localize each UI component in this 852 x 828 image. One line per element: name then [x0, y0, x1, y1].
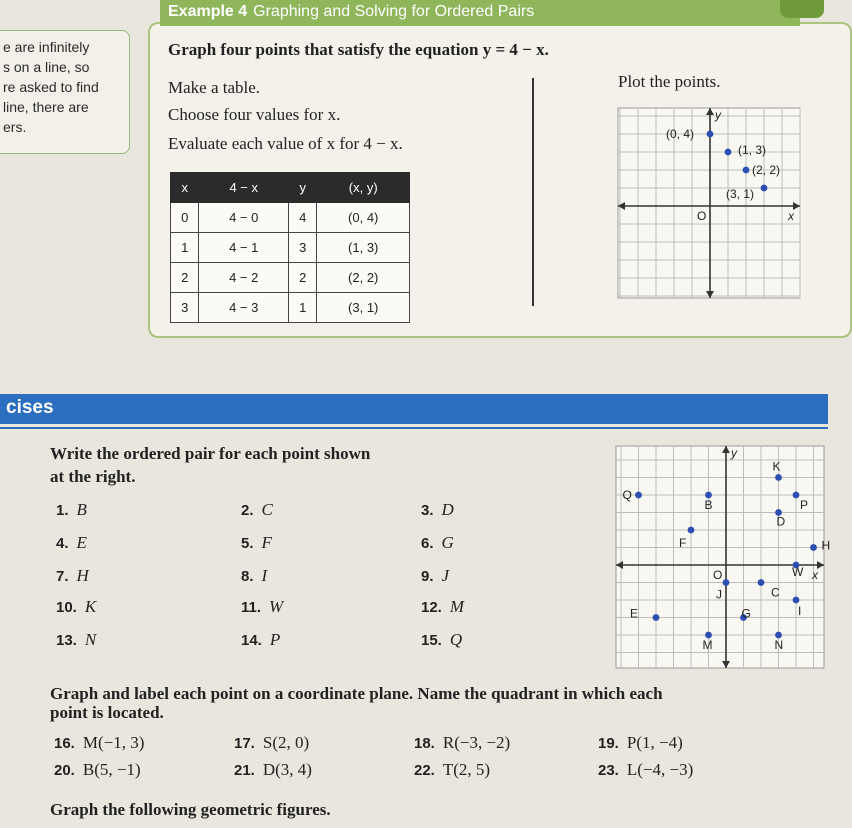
y-axis-label: y [731, 446, 737, 460]
point-label: B [704, 498, 713, 512]
point-label: K [772, 459, 781, 474]
table-header-row [171, 173, 410, 203]
point-label: E [630, 606, 639, 621]
exercise-text: H [76, 566, 89, 585]
table-cell: (1, 3) [317, 233, 410, 263]
table-cell: 4 − 2 [199, 263, 289, 293]
sidebar-line: s on a line, so [3, 59, 90, 75]
exercise-item [56, 597, 96, 617]
column-divider [532, 78, 534, 306]
exercise-item [241, 597, 283, 617]
exercise-text: K [84, 597, 97, 616]
example-label: Example 4 [168, 3, 248, 20]
plotted-point [761, 185, 768, 192]
exercise-instruction: Graph the following geometric figures. [50, 800, 331, 819]
exercise-number: 1. [56, 502, 69, 519]
exercise-instruction: at the right. [50, 467, 136, 486]
plotted-point [793, 597, 800, 604]
plotted-point [743, 167, 750, 174]
plotted-point [758, 579, 765, 586]
sidebar-line: re asked to find [3, 79, 99, 95]
point-label: N [774, 638, 784, 652]
table-cell: 4 − 3 [199, 293, 289, 323]
plotted-point [725, 149, 732, 156]
exercise-number: 8. [241, 568, 254, 585]
corner-tab-icon [780, 0, 824, 18]
y-axis-label: y [715, 108, 721, 122]
exercise-number: 4. [56, 535, 69, 552]
exercise-item [414, 733, 510, 753]
exercise-text: E [76, 533, 87, 552]
exercise-instruction: Write the ordered pair for each point shown [50, 444, 371, 463]
exercise-number: 3. [421, 502, 434, 519]
exercise-number: 20. [54, 762, 75, 779]
plotted-point [707, 131, 714, 138]
exercise-item [54, 733, 144, 753]
origin-label: O [713, 568, 723, 582]
example-table [170, 172, 410, 323]
exercise-item [234, 760, 312, 780]
table-cell: 4 [289, 203, 317, 233]
exercise-item [241, 500, 273, 520]
plotted-point [775, 474, 782, 481]
table-cell: 1 [171, 233, 199, 263]
table-header: 4 − x [199, 173, 289, 203]
exercise-instruction: Graph and label each point on a coordinate plane. Name the quadrant in which each [50, 684, 663, 703]
points-coordinate-graph [616, 446, 831, 668]
table-cell: 3 [289, 233, 317, 263]
exercise-text: F [261, 533, 272, 552]
point-label: (3, 1) [726, 187, 755, 201]
exercise-text: I [261, 566, 268, 585]
table-cell: 4 − 0 [199, 203, 289, 233]
table-row [171, 263, 410, 293]
exercise-number: 7. [56, 568, 69, 585]
table-cell: 3 [171, 293, 199, 323]
exercise-number: 2. [241, 502, 254, 519]
table-cell: (3, 1) [317, 293, 410, 323]
exercise-text: T(2, 5) [442, 760, 491, 779]
exercise-text: G [441, 533, 454, 552]
point-label: W [792, 565, 804, 579]
exercise-item [598, 760, 693, 780]
exercise-number: 21. [234, 762, 255, 779]
sidebar-line: line, there are [3, 99, 89, 115]
exercise-number: 22. [414, 762, 435, 779]
table-cell: 0 [171, 203, 199, 233]
sidebar-note [0, 30, 130, 154]
exercise-text: P [269, 630, 281, 649]
example-prompt: Graph four points that satisfy the equation y = 4 − x. [168, 40, 549, 59]
exercise-text: P(1, −4) [626, 733, 683, 752]
exercise-number: 6. [421, 535, 434, 552]
example-coordinate-graph [618, 108, 800, 298]
exercise-item [421, 533, 454, 553]
exercise-item [54, 760, 141, 780]
point-label: F [679, 536, 687, 550]
exercise-text: L(−4, −3) [626, 760, 694, 779]
x-axis-label: x [788, 209, 794, 223]
exercise-number: 14. [241, 632, 262, 649]
point-label: I [798, 604, 802, 618]
exercise-number: 17. [234, 735, 255, 752]
exercise-text: B(5, −1) [82, 760, 141, 779]
exercise-item [421, 500, 454, 520]
example-title [168, 3, 534, 21]
table-header: y [289, 173, 317, 203]
point-label: H [821, 538, 831, 553]
plotted-point [635, 492, 642, 499]
table-cell: 2 [171, 263, 199, 293]
plotted-point [723, 579, 730, 586]
exercise-text: M(−1, 3) [82, 733, 145, 752]
exercise-item [241, 630, 280, 650]
point-label: M [702, 638, 713, 652]
exercise-number: 12. [421, 599, 442, 616]
point-label: P [800, 498, 809, 512]
exercise-item [421, 566, 449, 586]
table-cell: (2, 2) [317, 263, 410, 293]
exercise-number: 11. [241, 599, 262, 616]
point-label: G [741, 606, 751, 621]
table-header: x [171, 173, 199, 203]
table-cell: 2 [289, 263, 317, 293]
exercises-bar [0, 394, 828, 424]
x-axis-label: x [812, 568, 818, 582]
exercise-text: M [449, 597, 465, 616]
plot-heading: Plot the points. [618, 72, 721, 91]
exercise-text: B [76, 500, 87, 519]
exercise-item [241, 566, 267, 586]
table-row [171, 293, 410, 323]
exercise-text: D [441, 500, 454, 519]
point-label: D [776, 514, 786, 529]
exercise-number: 10. [56, 599, 77, 616]
exercise-text: S(2, 0) [262, 733, 310, 752]
plotted-point [810, 544, 817, 551]
exercise-number: 16. [54, 735, 75, 752]
exercise-number: 18. [414, 735, 435, 752]
exercise-text: J [441, 566, 450, 585]
point-label: (2, 2) [752, 163, 781, 177]
exercise-number: 15. [421, 632, 442, 649]
example-step: Make a table. [168, 78, 261, 97]
exercise-text: R(−3, −2) [442, 733, 511, 752]
exercise-number: 23. [598, 762, 619, 779]
example-step: Choose four values for x. [168, 105, 341, 124]
exercise-item [56, 533, 87, 553]
plotted-point [793, 492, 800, 499]
exercise-text: C [261, 500, 273, 519]
sidebar-line: e are infinitely [3, 39, 90, 55]
table-cell: 1 [289, 293, 317, 323]
exercise-number: 9. [421, 568, 434, 585]
exercise-number: 5. [241, 535, 254, 552]
exercise-item [421, 630, 462, 650]
exercise-text: N [84, 630, 97, 649]
sidebar-line: ers. [3, 119, 27, 135]
exercise-text: Q [449, 630, 463, 649]
exercise-item [56, 566, 89, 586]
origin-label: O [697, 209, 707, 223]
point-label: J [716, 587, 722, 602]
exercise-text: D(3, 4) [262, 760, 312, 779]
table-row [171, 233, 410, 263]
exercise-text: W [269, 597, 284, 616]
table-row [171, 203, 410, 233]
exercises-heading: cises [6, 397, 54, 418]
exercise-item [241, 533, 272, 553]
exercises-rule [0, 427, 828, 429]
example-heading: Graphing and Solving for Ordered Pairs [253, 3, 535, 20]
exercise-item [234, 733, 309, 753]
point-label: Q [622, 488, 632, 502]
point-label: C [771, 585, 780, 600]
exercise-item [421, 597, 464, 617]
plotted-point [688, 527, 695, 534]
table-cell: (0, 4) [317, 203, 410, 233]
exercise-item [56, 630, 96, 650]
exercise-item [598, 733, 683, 753]
exercise-item [414, 760, 490, 780]
plotted-point [653, 614, 660, 621]
table-cell: 4 − 1 [199, 233, 289, 263]
exercise-number: 13. [56, 632, 77, 649]
example-step: Evaluate each value of x for 4 − x. [168, 134, 403, 153]
point-label: (0, 4) [666, 127, 695, 141]
exercise-number: 19. [598, 735, 619, 752]
table-header: (x, y) [317, 173, 410, 203]
exercise-item [56, 500, 87, 520]
exercise-instruction: point is located. [50, 703, 164, 722]
point-label: (1, 3) [738, 143, 767, 157]
